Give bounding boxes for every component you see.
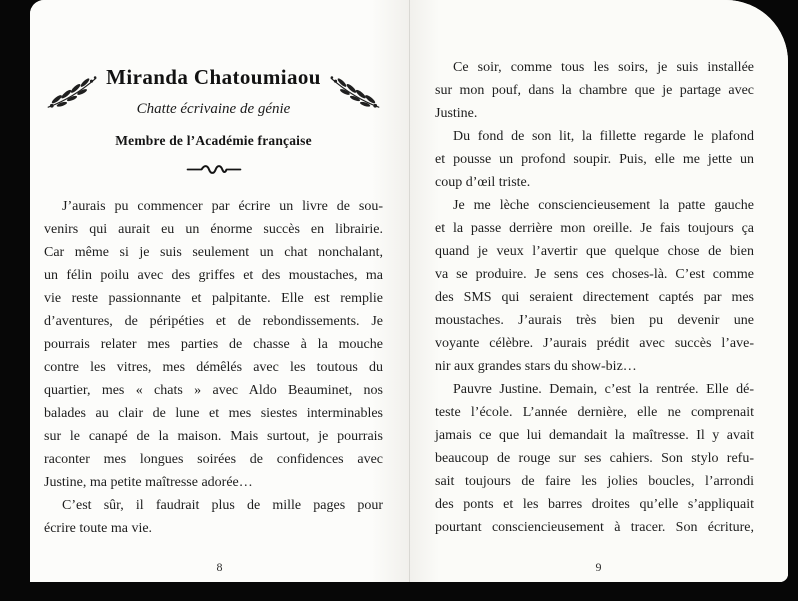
text-line: un félin poilu avec des griffes et des moustaches, ma [44, 268, 383, 283]
text-line: Du fond de son lit, la fillette regarde le plafond [453, 129, 754, 144]
masthead-row [44, 64, 383, 119]
text-line: beaucoup de rouge sur ses cahiers. Son stylo refu- [435, 451, 754, 466]
text-line: quand je veux l’avertir que quelque chose de bien [435, 244, 754, 259]
chapter-masthead [44, 64, 383, 176]
affiliation-line: Membre de l’Académie française [115, 133, 312, 148]
text-line: Justine, ma petite maîtresse adorée… [44, 475, 253, 490]
text-line: coup d’œil triste. [435, 175, 531, 190]
character-name-title: Miranda Chatoumiaou [106, 65, 321, 89]
paragraph [44, 195, 383, 494]
book-spread [30, 0, 788, 582]
page-left [30, 0, 409, 582]
page-right [409, 0, 788, 582]
text-line: C’est sûr, il faudrait plus de mille pages pour [62, 498, 383, 513]
text-line: sur le canapé de la maison. Mais surtout, je pourrais [44, 429, 383, 444]
page-gutter [409, 0, 410, 582]
text-line: sur mon pouf, dans la chambre que je partage avec [435, 83, 754, 98]
text-line: voyante célèbre. J’aurais prédit avec succès l’ave- [435, 336, 754, 351]
paragraph [435, 125, 754, 194]
text-line: Ce soir, comme tous les soirs, je suis installée [453, 60, 754, 75]
paragraph [435, 378, 754, 539]
olive-branch-left-icon [46, 73, 98, 111]
text-line: des SMS qui seraient directement captés par mes [435, 290, 754, 305]
text-line: Je me lèche consciencieusement la patte gauche [453, 198, 754, 213]
text-line: contre les vitres, mes démêlés avec les toutous du [44, 360, 383, 375]
paragraph [435, 56, 754, 125]
text-line: jamais ce que lui demandait la maîtresse. Il y avait [435, 428, 754, 443]
text-line: sait toujours de faire les jolies boucles, l’arrondi [435, 474, 754, 489]
text-line: vie reste passionnante et palpitante. Elle est remplie [44, 291, 383, 306]
text-line: et la passe derrière mon oreille. Je fais toujours ça [435, 221, 754, 236]
page-number-right: 9 [595, 560, 602, 574]
text-line: pourrais relater mes parties de chasse à la mouche [44, 337, 383, 352]
character-subtitle: Chatte écrivaine de génie [136, 101, 291, 117]
left-page-body-text [44, 195, 383, 540]
text-line: Pauvre Justine. Demain, c’est la rentrée. Elle dé- [453, 382, 754, 397]
text-line: balades au clair de lune et mes siestes interminables [44, 406, 383, 421]
text-line: J’aurais pu commencer par écrire un livre de sou- [62, 199, 383, 214]
text-line: des ponts et les barres droites qu’elle s’appliquait [435, 497, 754, 512]
wavy-rule-divider-icon [44, 163, 383, 176]
text-line: nir aux grandes stars du show-biz… [435, 359, 637, 374]
text-line: et pousse un profond soupir. Puis, elle me jette un [435, 152, 754, 167]
text-line: pourtant consciencieusement à tracer. Son écriture, [435, 520, 754, 535]
text-line: quartier, mes « chats » avec Aldo Beauminet, nos [44, 383, 383, 398]
paragraph [435, 194, 754, 378]
text-line: teste l’école. L’année dernière, elle ne comprenait [435, 405, 754, 420]
text-line: d’aventures, de péripéties et de rebondissements. Je [44, 314, 383, 329]
right-page-body-text [435, 56, 754, 539]
text-line: raconter mes longues soirées de confidences avec [44, 452, 383, 467]
olive-branch-right-icon [329, 73, 381, 111]
page-number-left: 8 [216, 560, 223, 574]
text-line: Car même si je suis seulement un chat nonchalant, [44, 245, 383, 260]
text-line: va se produire. Je sens ces choses-là. C’est comme [435, 267, 754, 282]
text-line: écrire toute ma vie. [44, 521, 153, 536]
text-line: Justine. [435, 106, 478, 121]
text-line: moustaches. J’aurais très bien pu devenir une [435, 313, 754, 328]
text-line: venirs qui aurait eu un énorme succès en librairie. [44, 222, 383, 237]
paragraph [44, 494, 383, 540]
masthead-center [106, 64, 321, 119]
